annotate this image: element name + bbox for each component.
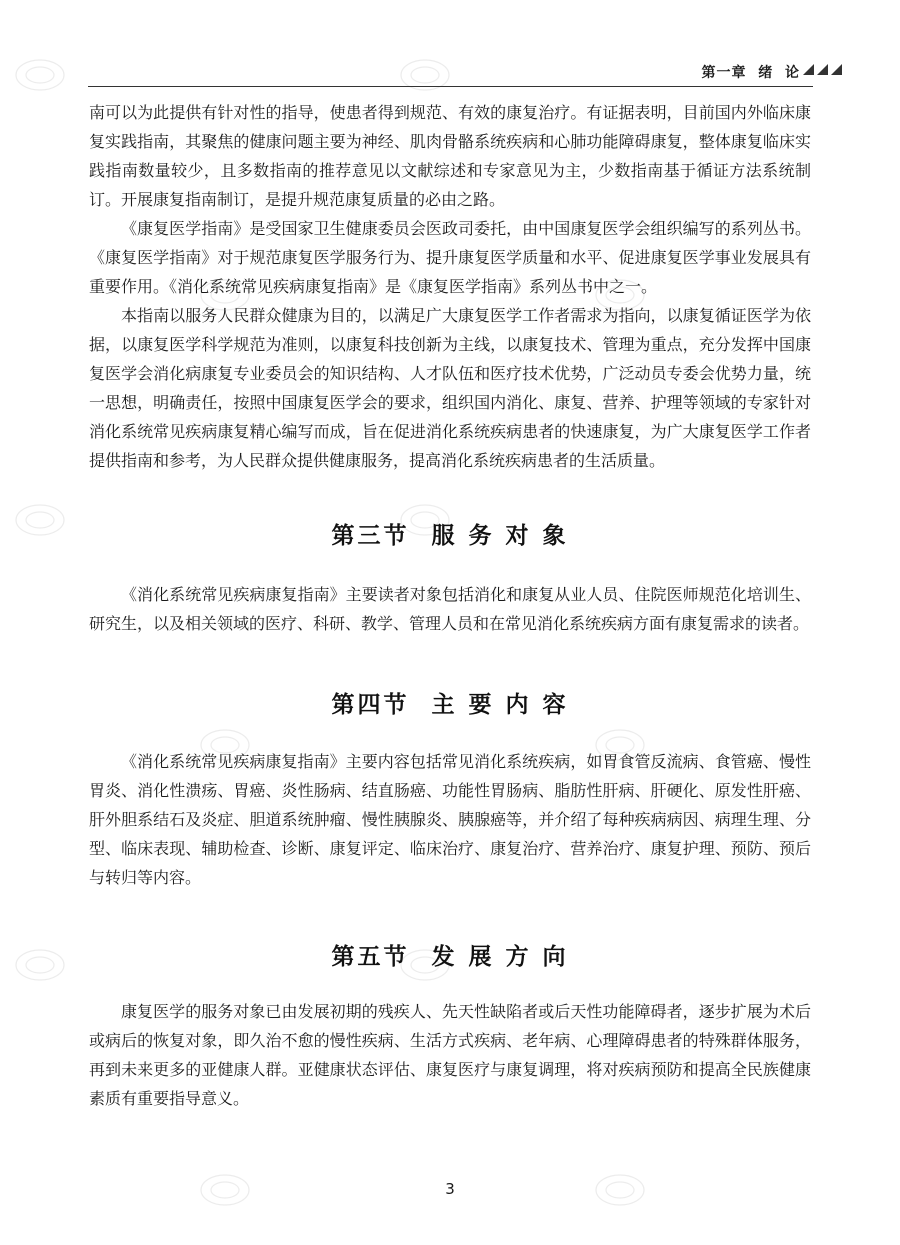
triangle-icon — [817, 64, 828, 75]
section-title-main-contents: 第四节 主 要 内 容 — [331, 692, 569, 718]
header-triangles — [803, 64, 842, 75]
paragraph-continued: 南可以为此提供有针对性的指导，使患者得到规范、有效的康复治疗。有证据表明，目前国内外临床康复实践指南，其聚焦的健康问题主要为神经、肌肉骨骼系统疾病和心肺功能障碍康复，整体康复临床实践指南数量较少，且多数指南的推荐意见以文献综述和专家意见为主，少数指南基于循证方法系统制订。开展康复指南制订，是提升规范康复质量的必由之路。 — [89, 103, 811, 209]
triangle-icon — [803, 64, 814, 75]
section-paragraph: 康复医学的服务对象已由发展初期的残疾人、先天性缺陷者或后天性功能障碍者，逐步扩展为术后或病后的恢复对象，即久治不愈的慢性疾病、生活方式疾病、老年病、心理障碍患者的特殊群体服务，再到未来更多的亚健康人群。亚健康状态评估、康复医疗与康复调理，将对疾病预防和提高全民族健康素质有重要指导意义。 — [89, 1002, 811, 1108]
page-header — [0, 58, 900, 86]
section-paragraph: 《消化系统常见疾病康复指南》主要读者对象包括消化和康复从业人员、住院医师规范化培训生、研究生，以及相关领域的医疗、科研、教学、管理人员和在常见消化系统疾病方面有康复需求的读者。 — [89, 585, 811, 633]
header-rule — [88, 86, 813, 87]
watermark-logo-icon — [16, 950, 64, 980]
section-paragraph: 《消化系统常见疾病康复指南》主要内容包括常见消化系统疾病，如胃食管反流病、食管癌、慢性胃炎、消化性溃疡、胃癌、炎性肠病、结直肠癌、功能性胃肠病、脂肪性肝病、肝硬化、原发性肝癌、肝外胆系结石及炎症、胆道系统肿瘤、慢性胰腺炎、胰腺癌等，并介绍了每种疾病病因、病理生理、分型、临床表现、辅助检查、诊断、康复评定、临床治疗、康复治疗、营养治疗、康复护理、预防、预后与转归等内容。 — [89, 752, 811, 887]
paragraph: 本指南以服务人民群众健康为目的，以满足广大康复医学工作者需求为指向，以康复循证医学为依据，以康复医学科学规范为准则，以康复科技创新为主线，以康复技术、管理为重点，充分发挥中国康复医学会消化病康复专业委员会的知识结构、人才队伍和医疗技术优势，广泛动员专委会优势力量，统一思想，明确责任，按照中国康复医学会的要求，组织国内消化、康复、营养、护理等领域的专家针对消化系统常见疾病康复精心编写而成，旨在促进消化系统疾病患者的快速康复，为广大康复医学工作者提供指南和参考，为人民群众提供健康服务，提高消化系统疾病患者的生活质量。 — [89, 306, 811, 470]
section-title-service-targets: 第三节 服 务 对 象 — [331, 523, 569, 549]
triangle-icon — [831, 64, 842, 75]
section-title-development-direction: 第五节 发 展 方 向 — [331, 944, 569, 970]
page-body — [89, 98, 811, 1113]
page-number: 3 — [445, 1180, 455, 1198]
watermark-logo-icon — [16, 505, 64, 535]
paragraph: 《康复医学指南》是受国家卫生健康委员会医政司委托，由中国康复医学会组织编写的系列丛书。《康复医学指南》对于规范康复医学服务行为、提升康复医学质量和水平、促进康复医学事业发展具有重要作用。《消化系统常见疾病康复指南》是《康复医学指南》系列丛书中之一。 — [89, 219, 811, 296]
chapter-title: 第一章 绪 论 — [701, 65, 800, 81]
